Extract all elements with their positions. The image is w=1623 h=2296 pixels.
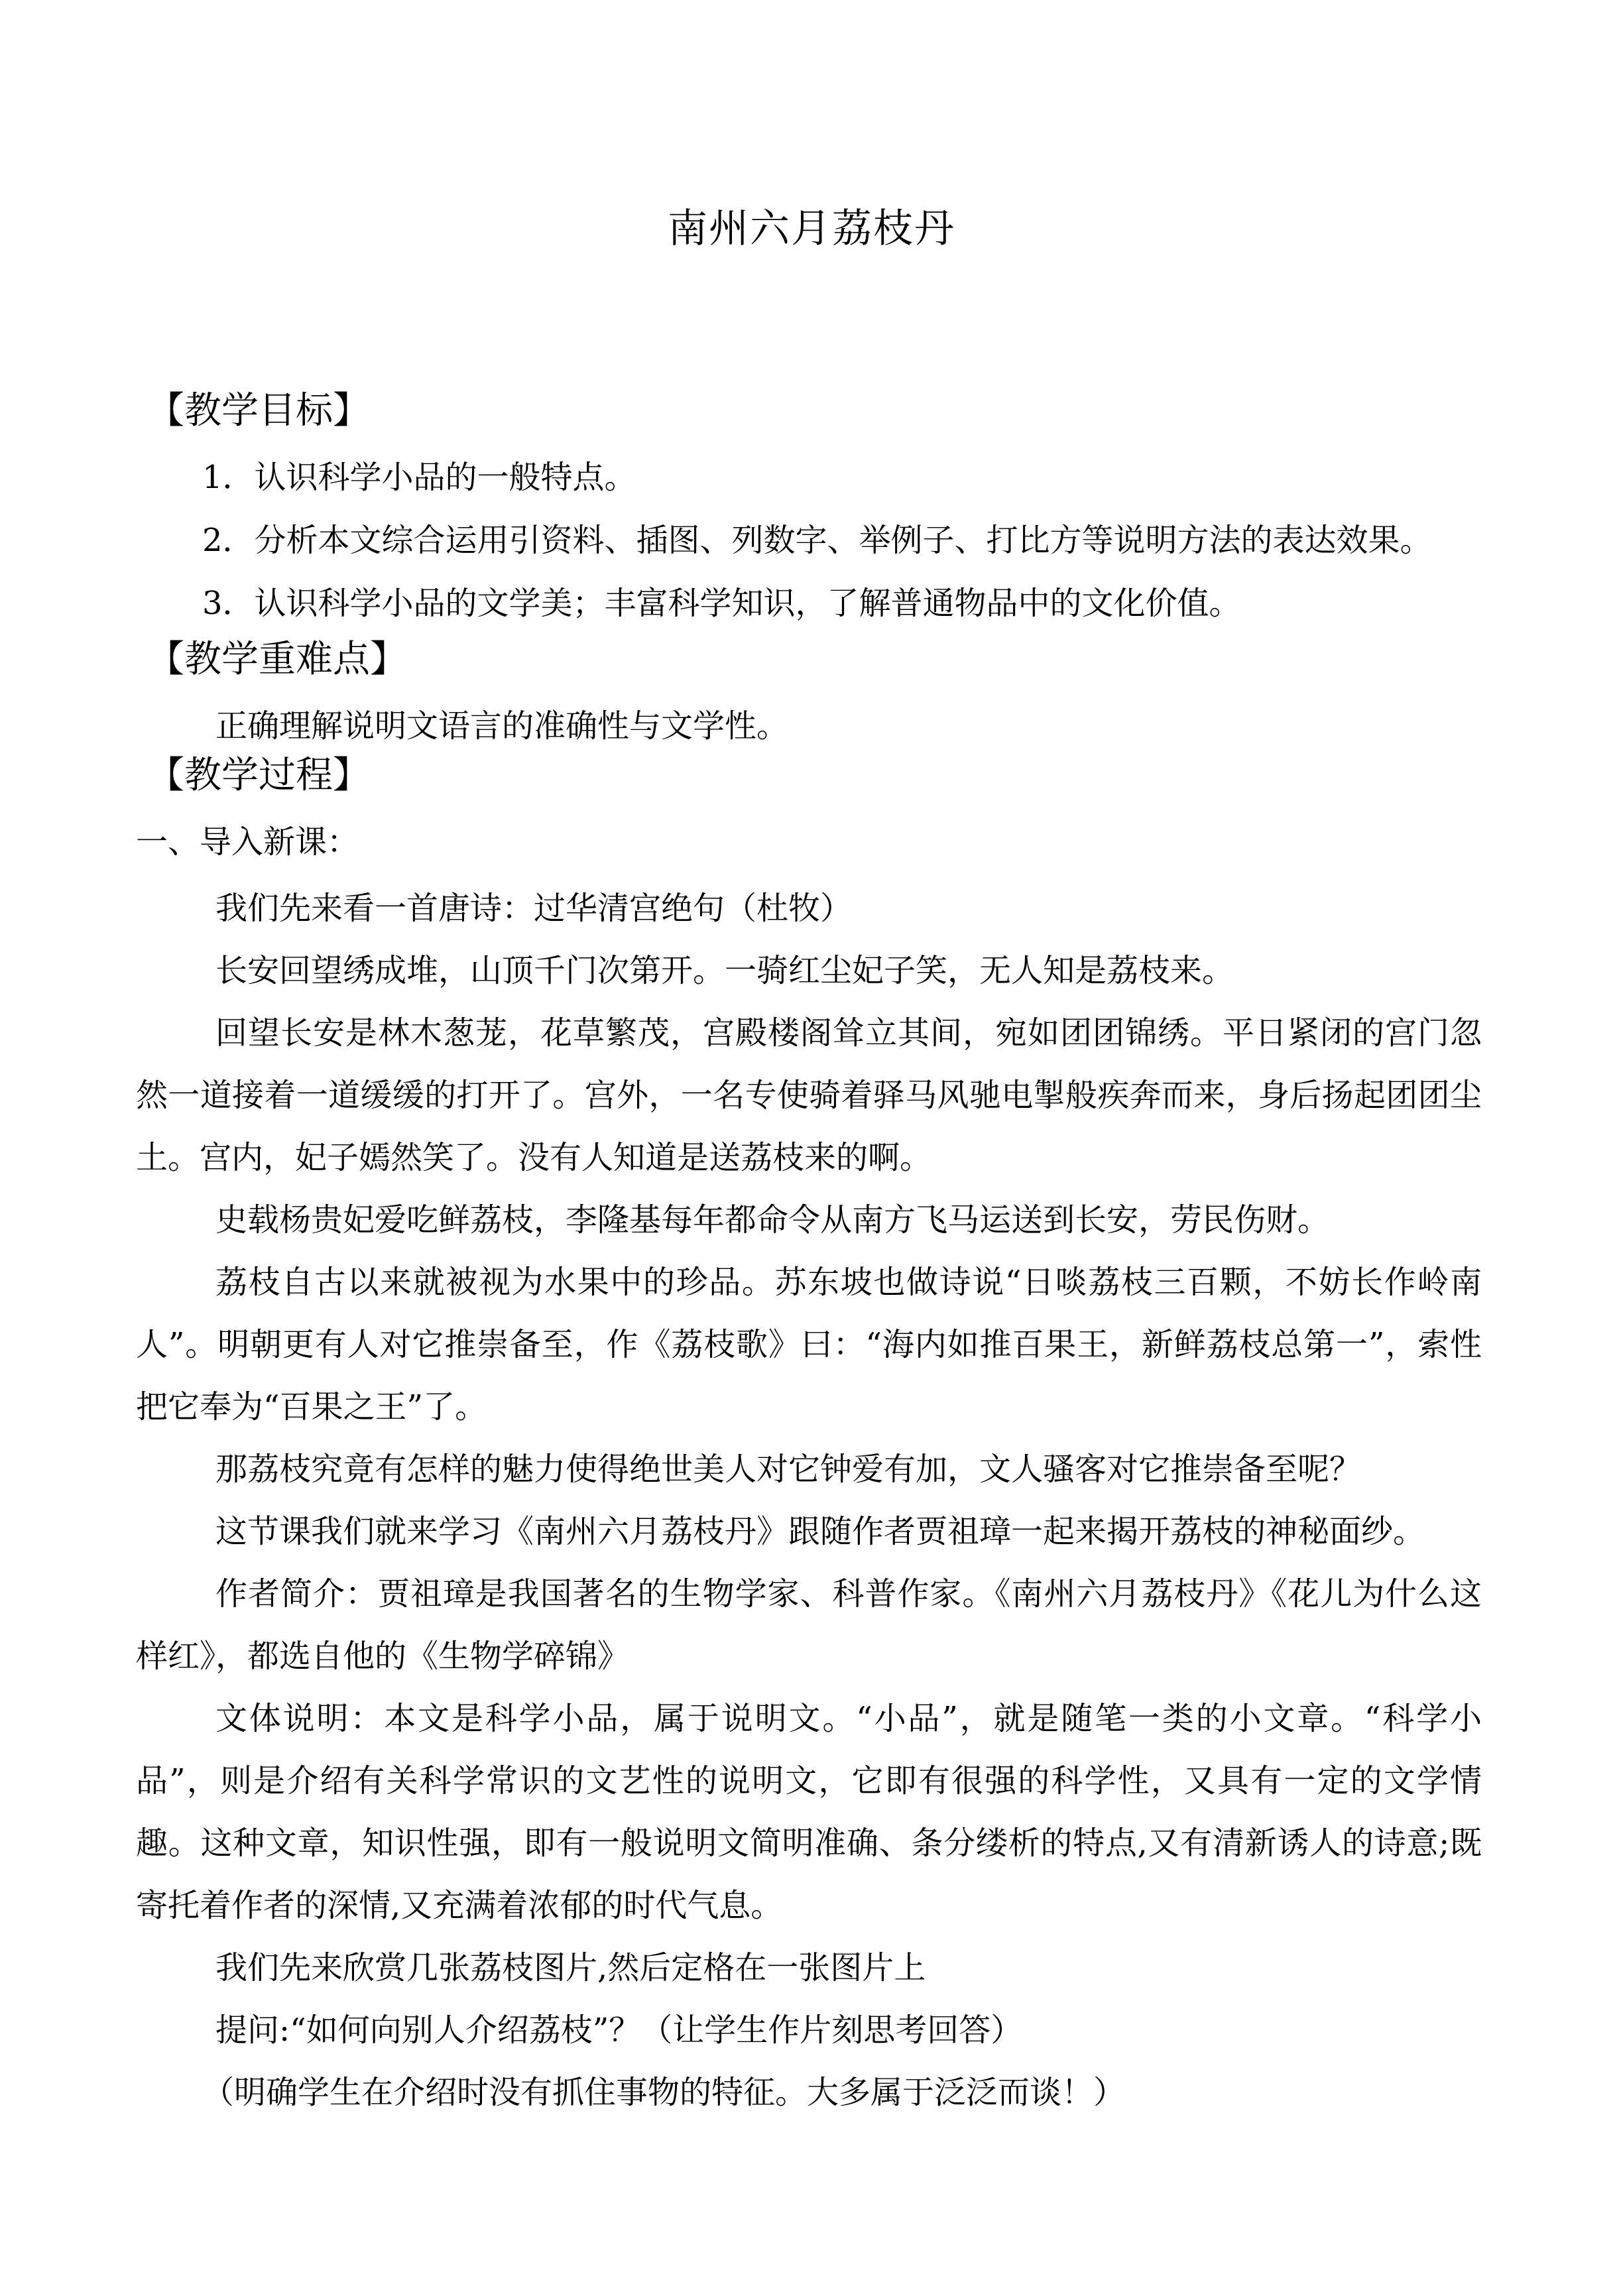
goal-item-3: 3．认识科学小品的文学美；丰富科学知识，了解普通物品中的文化价值。 <box>202 585 1241 622</box>
body-paragraph: 回望长安是林木葱茏，花草繁茂，宫殿楼阁耸立其间，宛如团团锦绣。平日紧闭的宫门忽然一道接着一道缓缓的打开了。宫外，一名专使骑着驿马风驰电掣般疾奔而来，身后扬起团团尘土。宫内，妃子嫣然笑了。没有人知道是送荔枝来的啊。 <box>136 1014 1482 1176</box>
teaching-process-heading: 【教学过程】 <box>147 754 370 797</box>
document-title: 南州六月荔枝丹 <box>668 206 955 252</box>
goal-item-2: 2．分析本文综合运用引资料、插图、列数字、举例子、打比方等说明方法的表达效果。 <box>202 522 1432 559</box>
body-paragraph: 史载杨贵妃爱吃鲜荔枝，李隆基每年都命令从南方飞马运送到长安，劳民伤财。 <box>215 1201 1330 1239</box>
body-paragraph: （明确学生在介绍时没有抓住事物的特征。大多属于泛泛而谈！） <box>202 2074 1126 2111</box>
body-paragraph: 我们先来看一首唐诗：过华清宫绝句（杜牧） <box>215 890 853 927</box>
body-paragraph: 作者简介：贾祖璋是我国著名的生物学家、科普作家。《南州六月荔枝丹》《花儿为什么这样红》，都选自他的《生物学碎锦》 <box>136 1575 1482 1675</box>
body-paragraph: 那荔枝究竟有怎样的魅力使得绝世美人对它钟爱有加，文人骚客对它推崇备至呢？ <box>215 1451 1362 1488</box>
body-paragraph: 荔枝自古以来就被视为水果中的珍品。苏东坡也做诗说“日啖荔枝三百颗，不妨长作岭南人”。明朝更有人对它推崇备至，作《荔枝歌》曰：“海内如推百果王，新鲜荔枝总第一”，索性把它奉为“百果之王”了。 <box>136 1264 1482 1425</box>
key-points-heading: 【教学重难点】 <box>147 638 407 681</box>
goal-item-1: 1．认识科学小品的一般特点。 <box>202 459 636 496</box>
body-paragraph: 文体说明：本文是科学小品，属于说明文。“小品”，就是随笔一类的小文章。“科学小品”，则是介绍有关科学常识的文艺性的说明文，它即有很强的科学性，又具有一定的文学情趣。这种文章，知识性强，即有一般说明文简明准确、条分缕析的特点,又有清新诱人的诗意;既寄托着作者的深情,又充满着浓郁的时代气息。 <box>136 1700 1482 1924</box>
teaching-goals-heading: 【教学目标】 <box>147 389 370 432</box>
body-paragraph: 长安回望绣成堆，山顶千门次第开。一骑红尘妃子笑，无人知是荔枝来。 <box>215 952 1234 989</box>
key-points-text: 正确理解说明文语言的准确性与文学性。 <box>215 707 789 745</box>
body-paragraph: 提问:“如何向别人介绍荔枝”？（让学生作片刻思考回答） <box>215 2012 1023 2049</box>
body-paragraph: 我们先来欣赏几张荔枝图片,然后定格在一张图片上 <box>215 1949 926 1986</box>
process-subheading: 一、导入新课： <box>136 823 359 861</box>
body-paragraph: 这节课我们就来学习《南州六月荔枝丹》跟随作者贾祖璋一起来揭开荔枝的神秘面纱。 <box>215 1513 1425 1550</box>
